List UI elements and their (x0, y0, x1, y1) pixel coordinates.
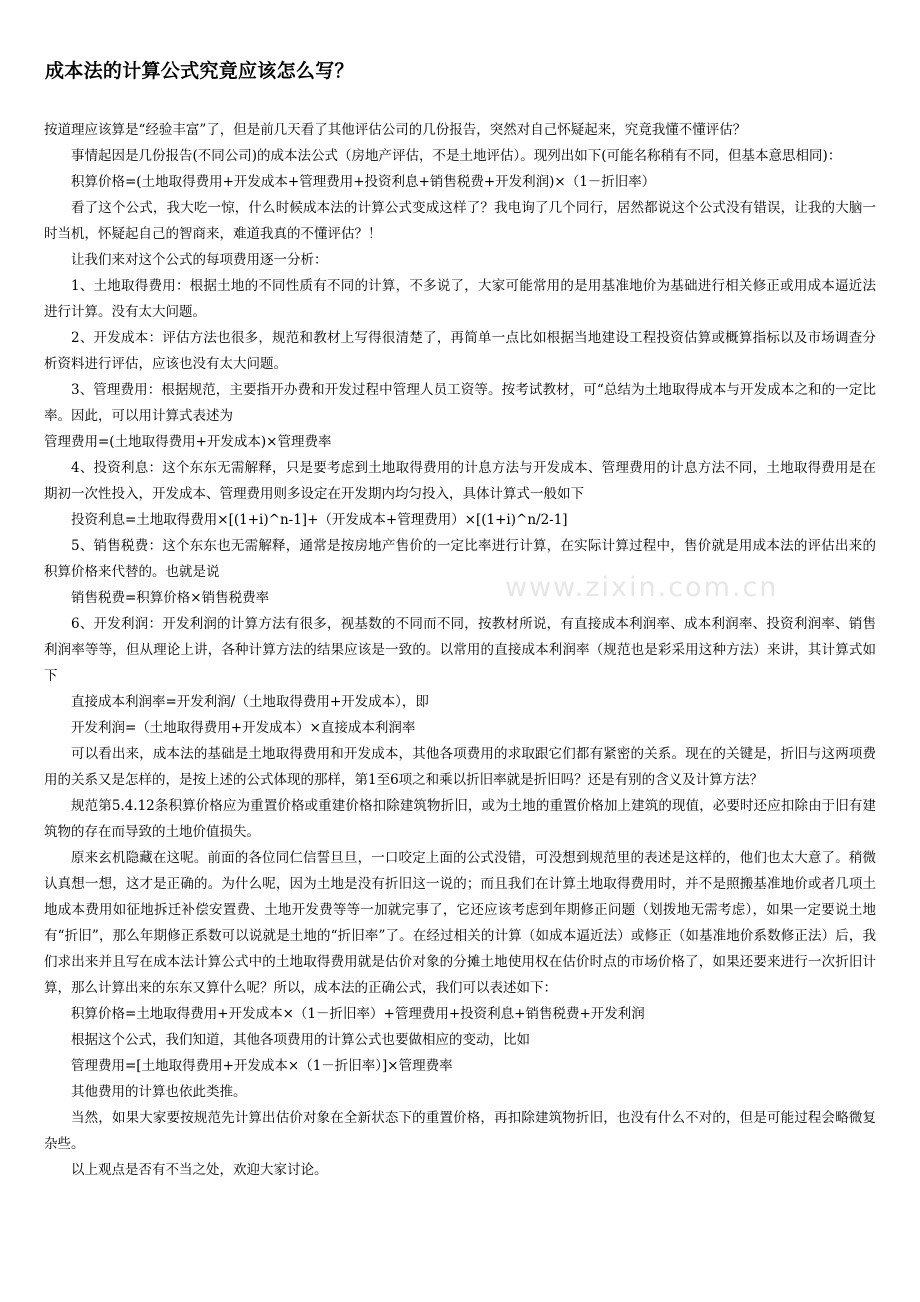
paragraph: 5、销售税费：这个东东也无需解释，通常是按房地产售价的一定比率进行计算，在实际计算过程中，售价就是用成本法的评估出来的积算价格来代替的。也就是说 (44, 538, 876, 580)
article-title: 成本法的计算公式究竟应该怎么写？ (45, 60, 354, 82)
paragraph: 4、投资利息：这个东东无需解释，只是要考虑到土地取得费用的计息方法与开发成本、管理费用的计息方法不同，土地取得费用是在期初一次性投入，开发成本、管理费用则多设定在开发期内均匀投入，具体计算式一般如下 (44, 460, 876, 502)
paragraph: 投资利息=土地取得费用×[(1+i)^n-1]+（开发成本+管理费用）×[(1+i)^n/2-1] (71, 512, 568, 528)
paragraph: 规范第5.4.12条积算价格应为重置价格或重建价格扣除建筑物折旧，或为土地的重置价格加上建筑的现值，必要时还应扣除由于旧有建筑物的存在而导致的土地价值损失。 (44, 798, 876, 840)
paragraph: 1、土地取得费用：根据土地的不同性质有不同的计算，不多说了，大家可能常用的是用基准地价为基础进行相关修正或用成本逼近法进行计算。没有太大问题。 (44, 278, 876, 320)
paragraph: 6、开发利润：开发利润的计算方法有很多，视基数的不同而不同，按教材所说，有直接成本利润率、成本利润率、投资利润率、销售利润率等等，但从理论上讲，各种计算方法的结果应该是一致的。以常用的直接成本利润率（规范也是彩采用这种方法）来讲，其计算式如下 (44, 616, 876, 684)
paragraph: 开发利润=（土地取得费用+开发成本）×直接成本利润率 (71, 720, 416, 736)
paragraph: 以上观点是否有不当之处，欢迎大家讨论。 (71, 1162, 328, 1178)
paragraph: 事情起因是几份报告(不同公司)的成本法公式（房地产评估，不是土地评估）。现列出如下(可能名称稍有不同，但基本意思相同)： (71, 148, 842, 164)
paragraph: 原来玄机隐藏在这呢。前面的各位同仁信誓旦旦，一口咬定上面的公式没错，可没想到规范里的表述是这样的，他们也太大意了。稍微认真想一想，这才是正确的。为什么呢，因为土地是没有折旧这一说的；而且我们在计算土地取得费用时，并不是照搬基准地价或者几项土地成本费用如征地拆迁补偿安置费、土地开发费等等一加就完事了，它还应该考虑到年期修正问题（划拨地无需考虑），如果一定要说土地有“折旧”，那么年期修正系数可以说就是土地的“折旧率”了。在经过相关的计算（如成本逼近法）或修正（如基准地价系数修正法）后，我们求出来并且写在成本法计算公式中的土地取得费用就是估价对象的分摊土地使用权在估价时点的市场价格了，如果还要来进行一次折旧计算，那么计算出来的东东又算什么呢？所以，成本法的正确公式，我们可以表述如下： (44, 850, 876, 996)
paragraph: 当然，如果大家要按规范先计算出估价对象在全新状态下的重置价格，再扣除建筑物折旧，也没有什么不对的，但是可能过程会略微复杂些。 (44, 1110, 876, 1152)
paragraph: 管理费用=(土地取得费用+开发成本)×管理费率 (44, 434, 332, 450)
paragraph: 直接成本利润率=开发利润/（土地取得费用+开发成本），即 (71, 694, 429, 710)
paragraph: 可以看出来，成本法的基础是土地取得费用和开发成本，其他各项费用的求取跟它们都有紧密的关系。现在的关键是，折旧与这两项费用的关系又是怎样的，是按上述的公式体现的那样，第1至6项之和乘以折旧率就是折旧吗？还是有别的含义及计算方法？ (44, 746, 876, 788)
paragraph: 按道理应该算是“经验丰富”了，但是前几天看了其他评估公司的几份报告，突然对自己怀疑起来，究竟我懂不懂评估？ (44, 122, 747, 138)
paragraph: 看了这个公式，我大吃一惊，什么时候成本法的计算公式变成这样了？我电询了几个同行，居然都说这个公式没有错误，让我的大脑一时当机，怀疑起自己的智商来，难道我真的不懂评估？！ (44, 200, 876, 242)
paragraph: 3、管理费用：根据规范，主要指开办费和开发过程中管理人员工资等。按考试教材，可“总结为土地取得成本与开发成本之和的一定比率。因此，可以用计算式表述为 (44, 382, 876, 424)
paragraph: 根据这个公式，我们知道，其他各项费用的计算公式也要做相应的变动，比如 (71, 1032, 530, 1048)
paragraph: 让我们来对这个公式的每项费用逐一分析： (71, 252, 328, 268)
paragraph: 管理费用=[土地取得费用+开发成本×（1－折旧率）]×管理费率 (71, 1058, 453, 1074)
watermark: www.zixin.com.cn (505, 572, 779, 603)
paragraph: 其他费用的计算也依此类推。 (71, 1084, 247, 1100)
paragraph: 2、开发成本：评估方法也很多，规范和教材上写得很清楚了，再简单一点比如根据当地建设工程投资估算或概算指标以及市场调查分析资料进行评估，应该也没有太大问题。 (44, 330, 876, 372)
paragraph: 销售税费=积算价格×销售税费率 (71, 590, 270, 606)
paragraph: 积算价格=土地取得费用+开发成本×（1－折旧率）+管理费用+投资利息+销售税费+开发利润 (71, 1006, 645, 1022)
article-body (44, 117, 876, 1183)
paragraph: 积算价格=(土地取得费用+开发成本+管理费用+投资利息+销售税费+开发利润)×（1－折旧率） (71, 174, 656, 190)
